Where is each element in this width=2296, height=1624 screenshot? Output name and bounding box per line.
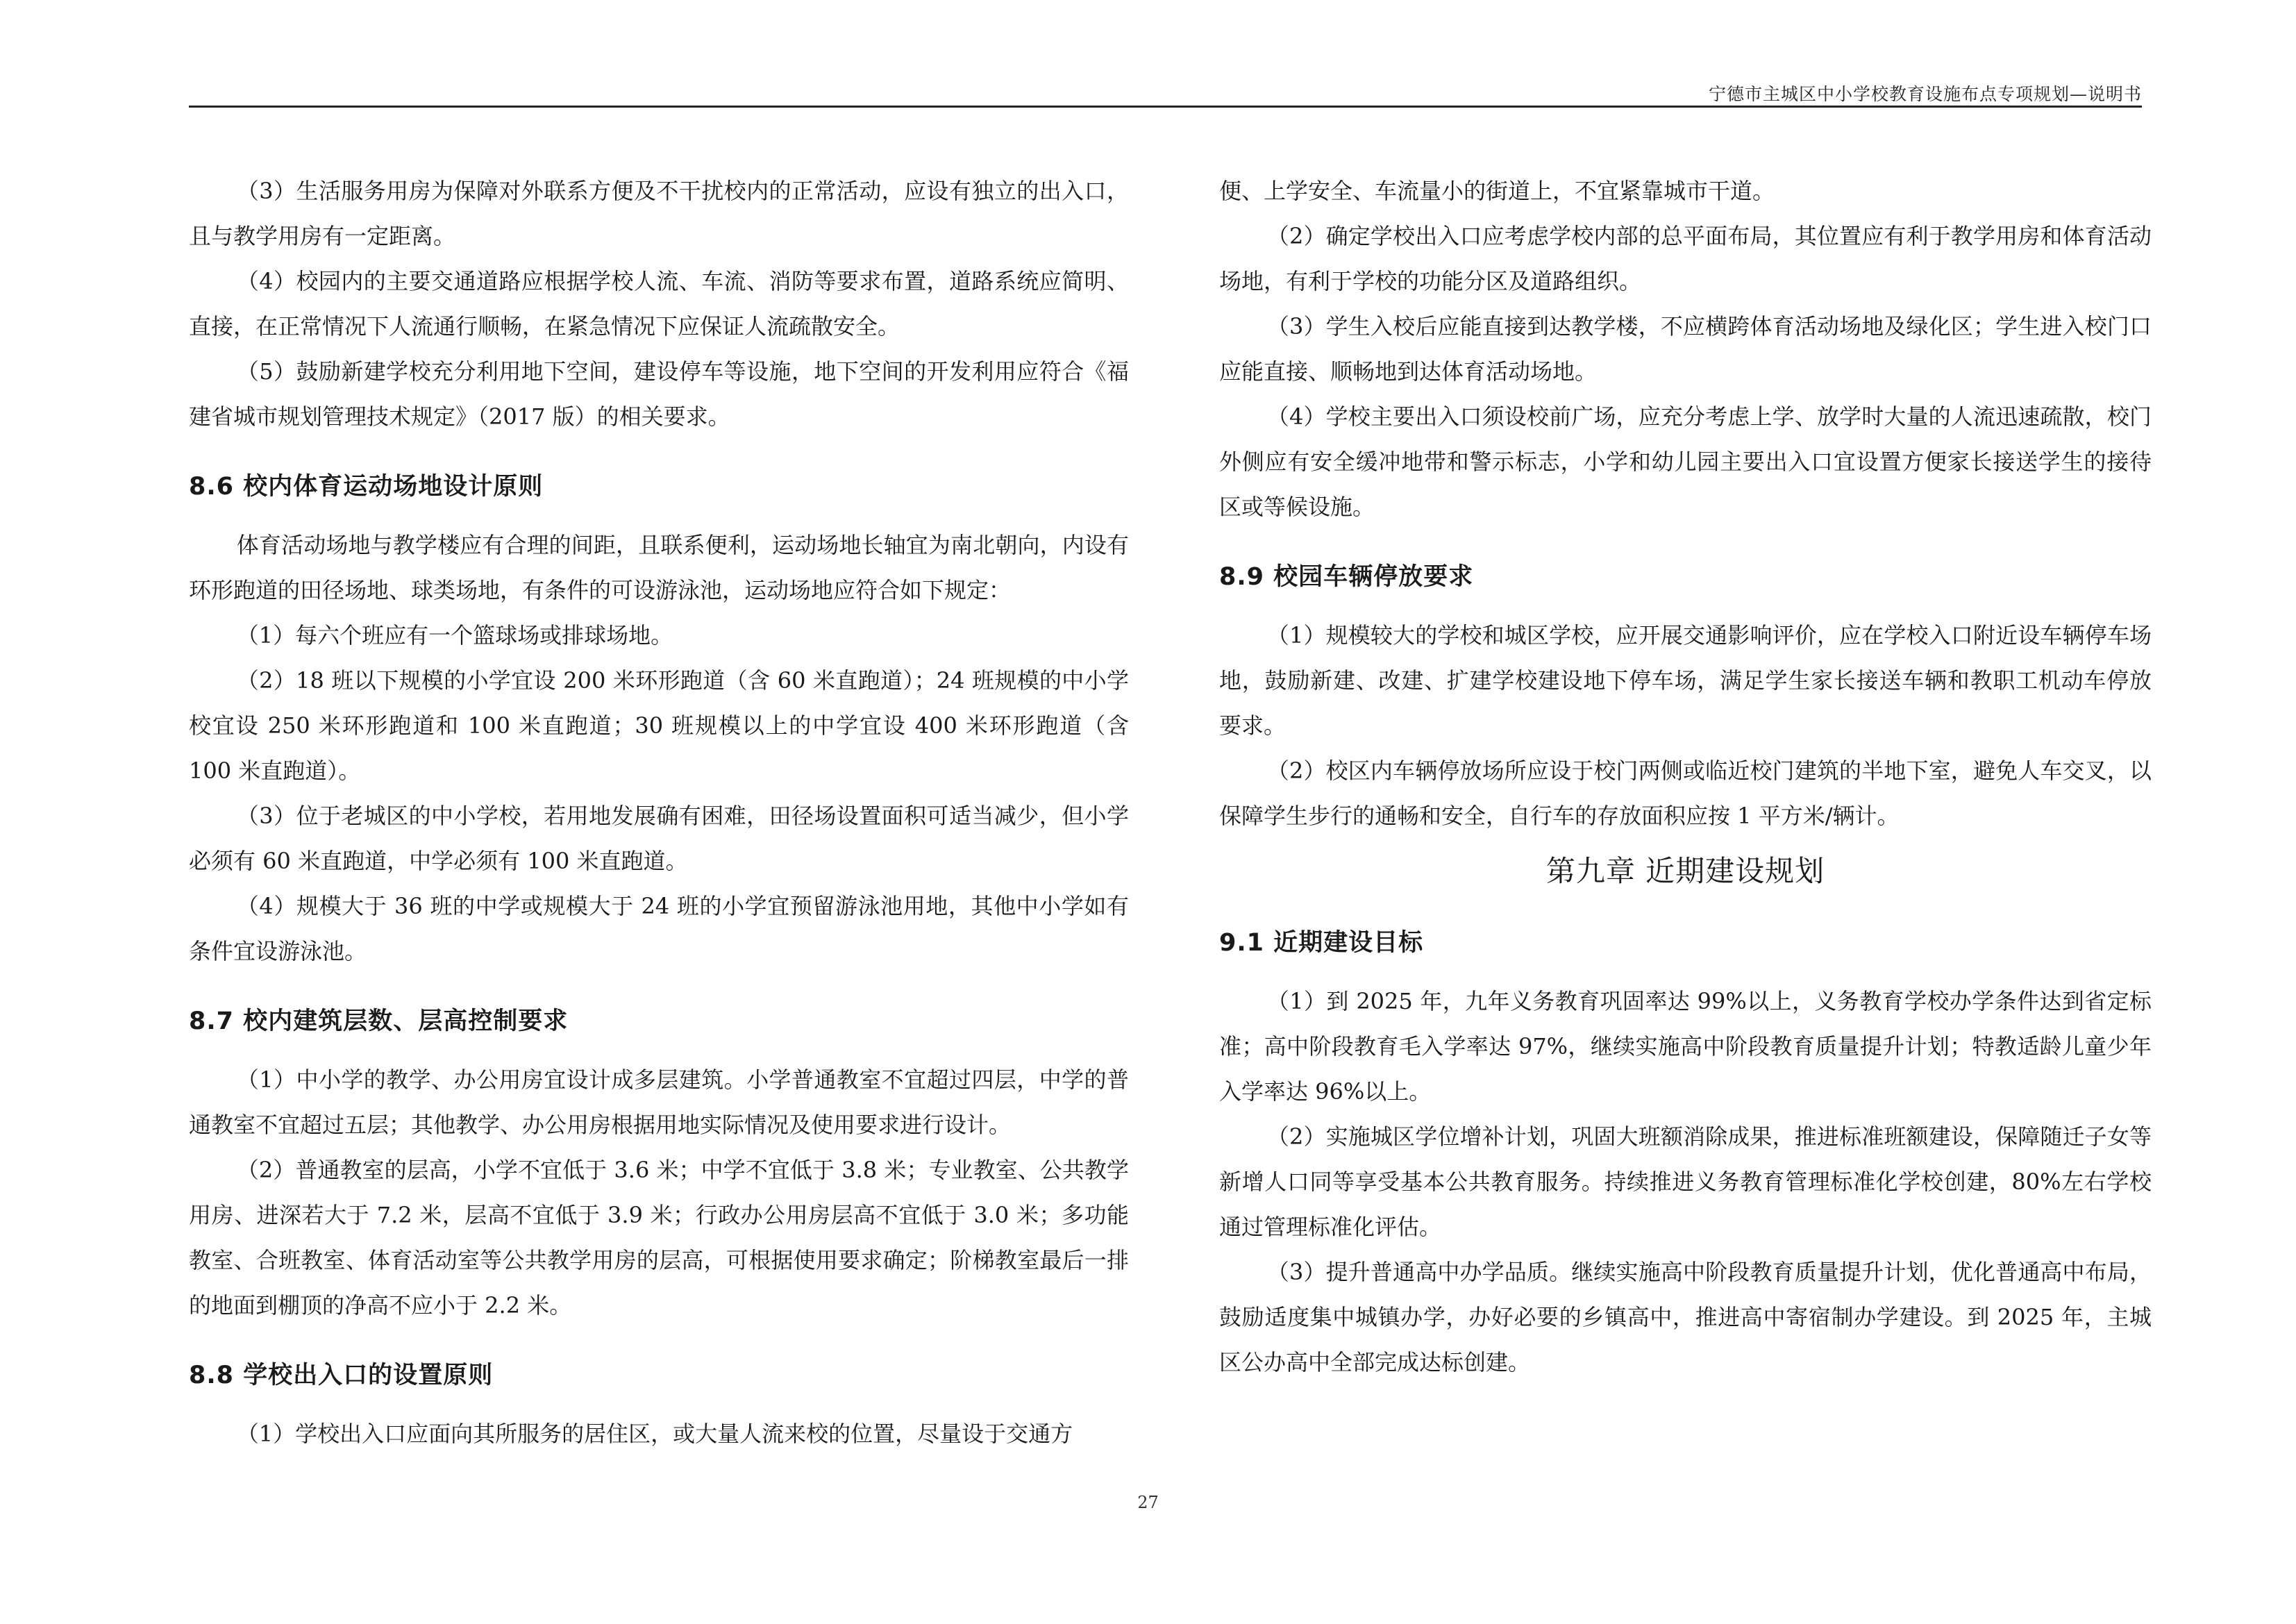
section-heading-8-7: 8.7 校内建筑层数、层高控制要求 [189, 1007, 569, 1035]
paragraph: （3）生活服务用房为保障对外联系方便及不干扰校内的正常活动，应设有独立的出入口，且与教学用房有一定距离。 [189, 178, 1129, 249]
paragraph-continuation: 便、上学安全、车流量小的街道上，不宜紧靠城市干道。 [1219, 178, 1775, 204]
paragraph: （3）提升普通高中办学品质。继续实施高中阶段教育质量提升计划，优化普通高中布局，鼓励适度集中城镇办学，办好必要的乡镇高中，推进高中寄宿制办学建设。到 2025 年，主城区公办高中全部完成达标创建。 [1219, 1259, 2152, 1375]
left-column [189, 169, 1129, 1457]
paragraph: （1）到 2025 年，九年义务教育巩固率达 99%以上，义务教育学校办学条件达到省定标准；高中阶段教育毛入学率达 97%，继续实施高中阶段教育质量提升计划；特教适龄儿童少年入学率达 96%以上。 [1219, 988, 2152, 1105]
paragraph: （2）校区内车辆停放场所应设于校门两侧或临近校门建筑的半地下室，避免人车交叉，以保障学生步行的通畅和安全，自行车的存放面积应按 1 平方米/辆计。 [1219, 757, 2152, 829]
section-heading-8-6: 8.6 校内体育运动场地设计原则 [189, 473, 544, 501]
paragraph: （5）鼓励新建学校充分利用地下空间，建设停车等设施，地下空间的开发利用应符合《福建省城市规划管理技术规定》（2017 版）的相关要求。 [189, 358, 1129, 430]
paragraph: （1）每六个班应有一个篮球场或排球场地。 [236, 622, 673, 648]
paragraph: （3）学生入校后应能直接到达教学楼，不应横跨体育活动场地及绿化区；学生进入校门口应能直接、顺畅地到达体育活动场地。 [1219, 313, 2152, 385]
paragraph: （1）学校出入口应面向其所服务的居住区，或大量人流来校的位置，尽量设于交通方 [236, 1421, 1073, 1447]
paragraph: （4）学校主要出入口须设校前广场，应充分考虑上学、放学时大量的人流迅速疏散，校门外侧应有安全缓冲地带和警示标志，小学和幼儿园主要出入口宜设置方便家长接送学生的接待区或等候设施。 [1219, 403, 2152, 520]
document-header-title: 宁德市主城区中小学校教育设施布点专项规划—说明书 [1708, 84, 2142, 104]
paragraph: 体育活动场地与教学楼应有合理的间距，且联系便利，运动场地长轴宜为南北朝向，内设有环形跑道的田径场地、球类场地，有条件的可设游泳池，运动场地应符合如下规定： [189, 532, 1129, 603]
header-divider [189, 106, 2142, 108]
paragraph: （1）中小学的教学、办公用房宜设计成多层建筑。小学普通教室不宜超过四层，中学的普通教室不宜超过五层；其他教学、办公用房根据用地实际情况及使用要求进行设计。 [189, 1066, 1129, 1138]
paragraph: （2）普通教室的层高，小学不宜低于 3.6 米；中学不宜低于 3.8 米；专业教室、公共教学用房、进深若大于 7.2 米，层高不宜低于 3.9 米；行政办公用房层高不宜低于 3.0 米；多功能教室、合班教室、体育活动室等公共教学用房的层高，可根据使用要求确定；阶梯教室最后一排的地面到棚顶的净高不应小于 2.2 米。 [189, 1157, 1129, 1319]
paragraph: （4）规模大于 36 班的中学或规模大于 24 班的小学宜预留游泳池用地，其他中小学如有条件宜设游泳池。 [189, 893, 1129, 964]
paragraph: （4）校园内的主要交通道路应根据学校人流、车流、消防等要求布置，道路系统应简明、直接，在正常情况下人流通行顺畅，在紧急情况下应保证人流疏散安全。 [189, 268, 1129, 340]
section-heading-8-8: 8.8 学校出入口的设置原则 [189, 1362, 494, 1389]
paragraph: （2）实施城区学位增补计划，巩固大班额消除成果，推进标准班额建设，保障随迁子女等新增人口同等享受基本公共教育服务。持续推进义务教育管理标准化学校创建，80%左右学校通过管理标准化评估。 [1219, 1123, 2152, 1240]
page-number: 27 [1137, 1493, 1159, 1512]
section-heading-8-9: 8.9 校园车辆停放要求 [1219, 563, 1474, 591]
right-column [1219, 169, 2152, 1385]
section-heading-9-1: 9.1 近期建设目标 [1219, 929, 1424, 957]
chapter-title: 第九章 近期建设规划 [1545, 854, 1825, 888]
paragraph: （3）位于老城区的中小学校，若用地发展确有困难，田径场设置面积可适当减少，但小学必须有 60 米直跑道，中学必须有 100 米直跑道。 [189, 803, 1129, 874]
paragraph: （1）规模较大的学校和城区学校，应开展交通影响评价，应在学校入口附近设车辆停车场地，鼓励新建、改建、扩建学校建设地下停车场，满足学生家长接送车辆和教职工机动车停放要求。 [1219, 622, 2152, 739]
paragraph: （2）确定学校出入口应考虑学校内部的总平面布局，其位置应有利于教学用房和体育活动场地，有利于学校的功能分区及道路组织。 [1219, 223, 2152, 294]
paragraph: （2）18 班以下规模的小学宜设 200 米环形跑道（含 60 米直跑道）；24 班规模的中小学校宜设 250 米环形跑道和 100 米直跑道；30 班规模以上的中学宜设 400 米环形跑道（含 100 米直跑道）。 [189, 667, 1129, 784]
